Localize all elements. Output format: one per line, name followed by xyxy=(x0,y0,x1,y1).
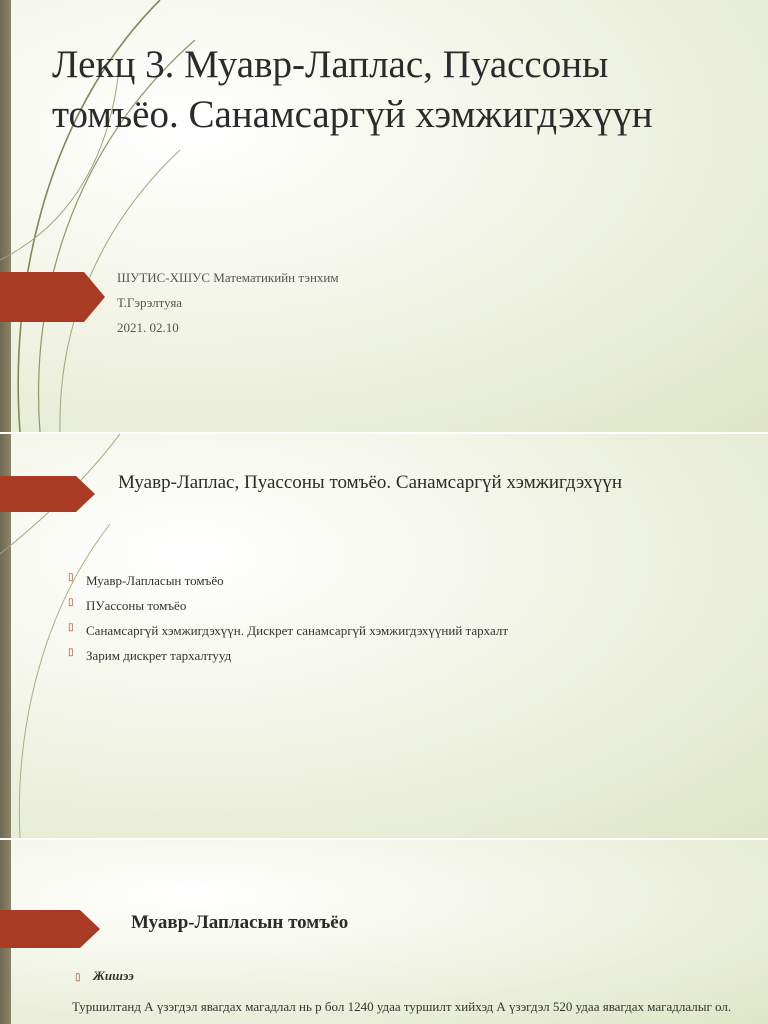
arrow-bullet-icon: ▯ xyxy=(68,622,74,633)
example-heading: ▯ Жишээ xyxy=(75,968,134,988)
example-body: Туршилтанд А үзэгдэл явагдах магадлал нь p бол 1240 удаа туршилт хийхэд А үзэгдэл 520 удаа явагдах магадлалыг ол. xyxy=(72,999,732,1014)
slide-sidebar-bar xyxy=(0,0,11,432)
outline-title: Муавр-Лаплас, Пуассоны томъёо. Санамсаргүй хэмжигдэхүүн xyxy=(118,472,623,493)
arrow-bullet-icon: ▯ xyxy=(68,647,74,658)
department-text: ШУТИС-ХШУС Математикийн тэнхим xyxy=(117,270,339,285)
arrow-bullet-icon: ▯ xyxy=(68,597,74,608)
list-item: ▯ Зарим дискрет тархалтууд xyxy=(68,643,508,668)
arrow-bullet-icon: ▯ xyxy=(68,572,74,583)
outline-list xyxy=(68,568,508,668)
list-item: ▯ Санамсаргүй хэмжигдэхүүн. Дискрет санамсаргүй хэмжигдэхүүний тархалт xyxy=(68,618,508,643)
lecture-title: Лекц 3. Муавр-Лаплас, Пуассоны томъёо. Санамсаргүй хэмжигдэхүүн xyxy=(52,43,653,136)
accent-tab xyxy=(0,910,100,948)
list-item: ▯ Муавр-Лапласын томъёо xyxy=(68,568,508,593)
subtitle-block xyxy=(117,268,339,343)
content-slide xyxy=(0,840,768,1024)
list-item: ▯ ПУассоны томъёо xyxy=(68,593,508,618)
accent-tab xyxy=(0,476,95,512)
outline-slide xyxy=(0,434,768,838)
author-name: Т.Гэрэлтуяа xyxy=(117,295,183,310)
accent-tab xyxy=(0,272,105,322)
section-title: Муавр-Лапласын томъёо xyxy=(131,912,349,933)
arrow-bullet-icon: ▯ xyxy=(75,972,81,983)
lecture-date: 2021. 02.10 xyxy=(117,320,179,335)
title-slide xyxy=(0,0,768,432)
